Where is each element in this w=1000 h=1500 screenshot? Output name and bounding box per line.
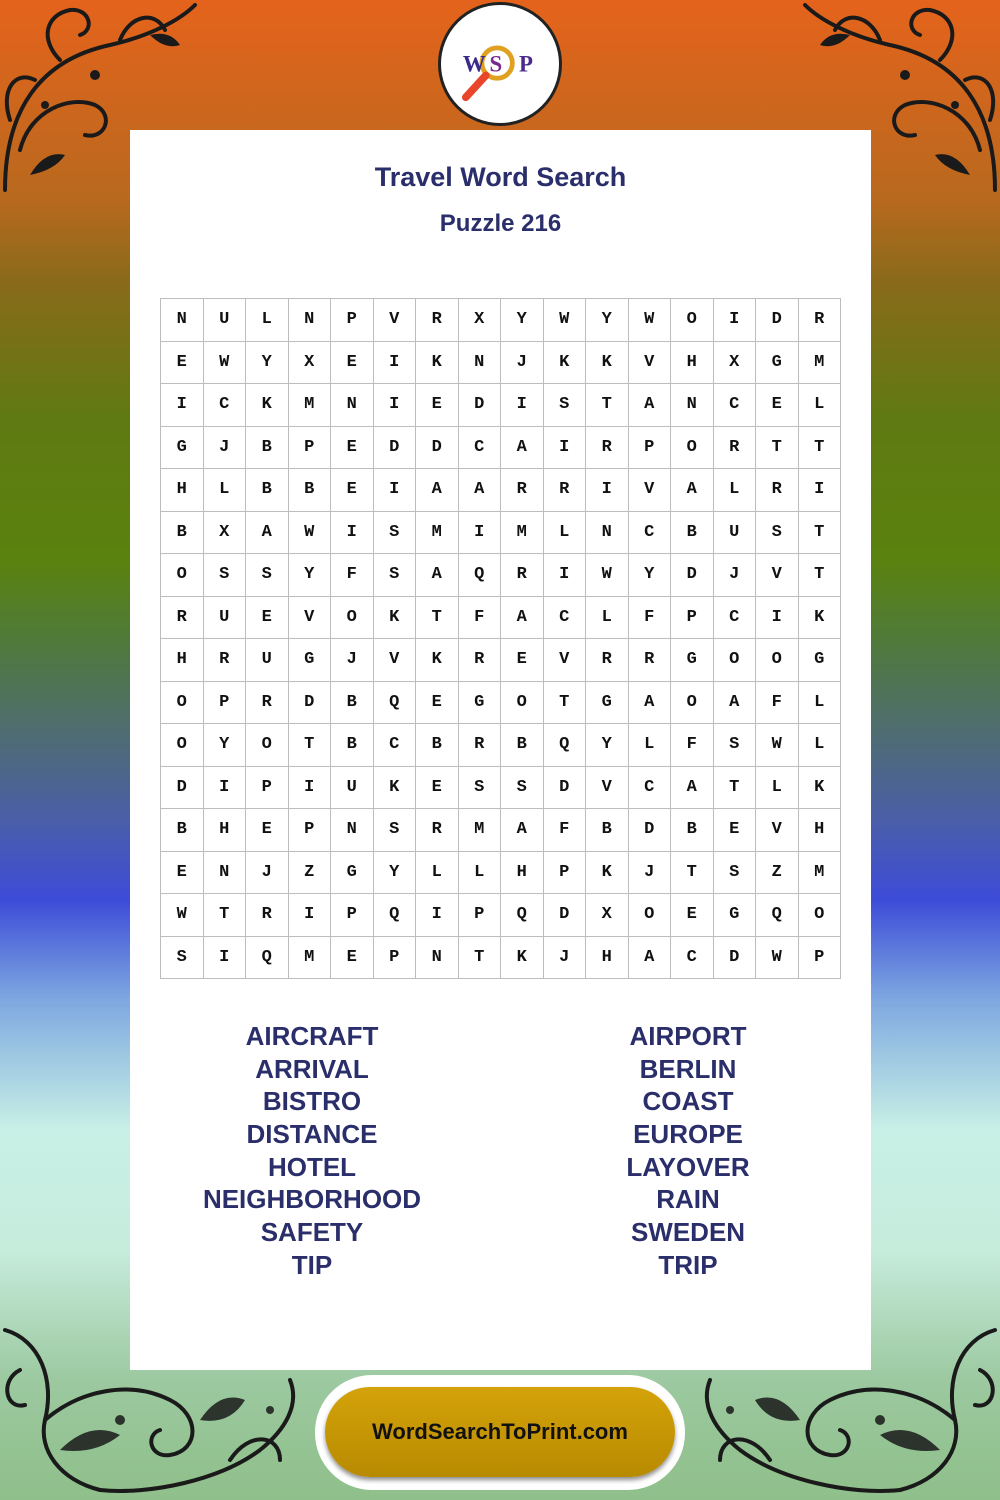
grid-cell[interactable]: E (246, 809, 289, 852)
logo-letter-p: P (519, 51, 533, 77)
grid-cell[interactable]: N (459, 342, 502, 385)
grid-cell[interactable]: D (756, 299, 799, 342)
grid-cell[interactable]: I (799, 469, 842, 512)
grid-cell[interactable]: V (756, 809, 799, 852)
grid-cell[interactable]: T (586, 384, 629, 427)
grid-cell[interactable]: G (459, 682, 502, 725)
grid-cell[interactable]: L (756, 767, 799, 810)
grid-cell[interactable]: U (714, 512, 757, 555)
word-list-item: EUROPE (633, 1119, 743, 1150)
grid-cell[interactable]: W (544, 299, 587, 342)
grid-cell[interactable]: F (544, 809, 587, 852)
grid-cell[interactable]: Z (756, 852, 799, 895)
grid-cell[interactable]: R (629, 639, 672, 682)
grid-cell[interactable]: P (629, 427, 672, 470)
grid-cell[interactable]: I (586, 469, 629, 512)
grid-cell[interactable]: S (246, 554, 289, 597)
grid-cell[interactable]: A (671, 767, 714, 810)
grid-cell[interactable]: W (756, 937, 799, 980)
grid-cell[interactable]: I (161, 384, 204, 427)
grid-cell[interactable]: E (331, 342, 374, 385)
grid-cell[interactable]: A (714, 682, 757, 725)
puzzle-number: Puzzle 216 (439, 210, 562, 237)
grid-cell[interactable]: U (331, 767, 374, 810)
letter-grid (160, 298, 841, 979)
grid-cell[interactable]: J (544, 937, 587, 980)
grid-cell[interactable]: J (714, 554, 757, 597)
grid-cell[interactable]: T (799, 554, 842, 597)
grid-cell[interactable]: R (756, 469, 799, 512)
grid-cell[interactable]: I (374, 469, 417, 512)
grid-cell[interactable]: O (799, 894, 842, 937)
grid-cell[interactable]: L (799, 682, 842, 725)
grid-cell[interactable]: H (204, 809, 247, 852)
grid-cell[interactable]: N (204, 852, 247, 895)
grid-cell[interactable]: X (204, 512, 247, 555)
grid-cell[interactable]: R (161, 597, 204, 640)
grid-cell[interactable]: H (161, 469, 204, 512)
word-list-left (162, 1020, 462, 1282)
grid-cell[interactable]: I (204, 937, 247, 980)
grid-cell[interactable]: L (799, 724, 842, 767)
grid-cell[interactable]: A (416, 469, 459, 512)
grid-cell[interactable]: E (416, 384, 459, 427)
grid-cell[interactable]: C (714, 384, 757, 427)
grid-cell[interactable]: P (289, 427, 332, 470)
grid-cell[interactable]: V (374, 299, 417, 342)
grid-cell[interactable]: Y (204, 724, 247, 767)
grid-cell[interactable]: W (629, 299, 672, 342)
grid-cell[interactable]: C (544, 597, 587, 640)
grid-cell[interactable]: R (799, 299, 842, 342)
grid-cell[interactable]: I (459, 512, 502, 555)
grid-cell[interactable]: R (204, 639, 247, 682)
grid-cell[interactable]: C (459, 427, 502, 470)
grid-cell[interactable]: B (331, 724, 374, 767)
grid-cell[interactable]: T (204, 894, 247, 937)
grid-cell[interactable]: J (331, 639, 374, 682)
grid-cell[interactable]: V (289, 597, 332, 640)
grid-cell[interactable]: A (629, 682, 672, 725)
grid-cell[interactable]: F (331, 554, 374, 597)
grid-cell[interactable]: T (459, 937, 502, 980)
grid-cell[interactable]: Y (374, 852, 417, 895)
grid-cell[interactable]: K (586, 852, 629, 895)
word-list-item: AIRPORT (629, 1021, 747, 1051)
grid-cell[interactable]: R (246, 682, 289, 725)
grid-cell[interactable]: P (289, 809, 332, 852)
grid-cell[interactable]: P (799, 937, 842, 980)
grid-cell[interactable]: B (246, 427, 289, 470)
grid-cell[interactable]: R (544, 469, 587, 512)
grid-cell[interactable]: N (416, 937, 459, 980)
grid-cell[interactable]: Z (289, 852, 332, 895)
grid-cell[interactable]: Q (756, 894, 799, 937)
grid-cell[interactable]: B (161, 512, 204, 555)
grid-cell[interactable]: R (246, 894, 289, 937)
grid-cell[interactable]: E (161, 852, 204, 895)
grid-cell[interactable]: R (459, 724, 502, 767)
grid-cell[interactable]: T (289, 724, 332, 767)
grid-cell[interactable]: L (799, 384, 842, 427)
grid-cell[interactable]: P (331, 894, 374, 937)
grid-cell[interactable]: H (671, 342, 714, 385)
grid-cell[interactable]: Q (246, 937, 289, 980)
grid-cell[interactable]: J (501, 342, 544, 385)
grid-cell[interactable]: A (671, 469, 714, 512)
word-list-item: RAIN (656, 1184, 720, 1215)
grid-cell[interactable]: Q (501, 894, 544, 937)
grid-cell[interactable]: D (544, 894, 587, 937)
grid-cell[interactable]: F (459, 597, 502, 640)
grid-cell[interactable]: O (756, 639, 799, 682)
grid-cell[interactable]: E (756, 384, 799, 427)
grid-cell[interactable]: V (756, 554, 799, 597)
grid-cell[interactable]: N (331, 809, 374, 852)
word-list-item: AIRCRAFT (245, 1021, 379, 1051)
grid-cell[interactable]: W (756, 724, 799, 767)
grid-cell[interactable]: M (459, 809, 502, 852)
grid-cell[interactable]: D (416, 427, 459, 470)
grid-cell[interactable]: M (799, 342, 842, 385)
wsp-logo (438, 2, 562, 126)
logo-letter-w: W (462, 51, 486, 77)
grid-cell[interactable]: B (289, 469, 332, 512)
grid-cell[interactable]: S (459, 767, 502, 810)
grid-cell[interactable]: R (501, 469, 544, 512)
grid-cell[interactable]: K (799, 767, 842, 810)
grid-cell[interactable]: I (374, 342, 417, 385)
website-link-button[interactable]: WordSearchToPrint.com (325, 1387, 675, 1477)
grid-cell[interactable]: G (586, 682, 629, 725)
grid-cell[interactable]: G (331, 852, 374, 895)
grid-cell[interactable]: A (416, 554, 459, 597)
grid-cell[interactable]: C (714, 597, 757, 640)
grid-cell[interactable]: S (756, 512, 799, 555)
grid-cell[interactable]: Y (501, 299, 544, 342)
grid-cell[interactable]: P (204, 682, 247, 725)
grid-cell[interactable]: F (756, 682, 799, 725)
grid-cell[interactable]: G (671, 639, 714, 682)
grid-cell[interactable]: M (289, 384, 332, 427)
grid-cell[interactable]: T (756, 427, 799, 470)
grid-cell[interactable]: L (204, 469, 247, 512)
grid-cell[interactable]: C (629, 767, 672, 810)
grid-cell[interactable]: G (799, 639, 842, 682)
grid-cell[interactable]: E (331, 937, 374, 980)
grid-cell[interactable]: L (714, 469, 757, 512)
grid-cell[interactable]: K (374, 767, 417, 810)
grid-cell[interactable]: T (544, 682, 587, 725)
grid-cell[interactable]: L (586, 597, 629, 640)
grid-cell[interactable]: R (586, 427, 629, 470)
grid-cell[interactable]: A (501, 809, 544, 852)
grid-cell[interactable]: K (246, 384, 289, 427)
grid-cell[interactable]: V (629, 469, 672, 512)
grid-cell[interactable]: I (331, 512, 374, 555)
grid-cell[interactable]: W (161, 894, 204, 937)
grid-cell[interactable]: U (204, 597, 247, 640)
grid-cell[interactable]: O (714, 639, 757, 682)
grid-cell[interactable]: R (586, 639, 629, 682)
grid-cell[interactable]: X (289, 342, 332, 385)
grid-cell[interactable]: D (374, 427, 417, 470)
grid-cell[interactable]: O (501, 682, 544, 725)
grid-cell[interactable]: B (586, 809, 629, 852)
grid-cell[interactable]: O (629, 894, 672, 937)
grid-cell[interactable]: T (799, 427, 842, 470)
grid-cell[interactable]: E (331, 427, 374, 470)
grid-cell[interactable]: B (416, 724, 459, 767)
grid-cell[interactable]: W (289, 512, 332, 555)
grid-cell[interactable]: A (501, 597, 544, 640)
grid-cell[interactable]: O (671, 299, 714, 342)
grid-cell[interactable]: D (629, 809, 672, 852)
word-list-item: SAFETY (260, 1217, 364, 1248)
grid-cell[interactable]: S (714, 852, 757, 895)
grid-cell[interactable]: S (544, 384, 587, 427)
grid-cell[interactable]: Y (289, 554, 332, 597)
grid-cell[interactable]: I (289, 767, 332, 810)
grid-cell[interactable]: C (671, 937, 714, 980)
grid-cell[interactable]: W (586, 554, 629, 597)
grid-cell[interactable]: C (374, 724, 417, 767)
grid-cell[interactable]: H (586, 937, 629, 980)
word-list-item: TIP (291, 1249, 333, 1280)
grid-cell[interactable]: O (671, 427, 714, 470)
grid-cell[interactable]: K (374, 597, 417, 640)
grid-cell[interactable]: T (416, 597, 459, 640)
grid-cell[interactable]: U (204, 299, 247, 342)
grid-cell[interactable]: O (331, 597, 374, 640)
grid-cell[interactable]: I (544, 554, 587, 597)
grid-cell[interactable]: J (204, 427, 247, 470)
word-list-item: BERLIN (639, 1053, 737, 1084)
grid-cell[interactable]: V (374, 639, 417, 682)
grid-cell[interactable]: A (629, 937, 672, 980)
grid-cell[interactable]: I (374, 384, 417, 427)
grid-cell[interactable]: W (204, 342, 247, 385)
grid-cell[interactable]: R (714, 427, 757, 470)
grid-cell[interactable]: C (629, 512, 672, 555)
page-title: Travel Word Search (374, 162, 627, 192)
grid-cell[interactable]: A (459, 469, 502, 512)
grid-cell[interactable]: Y (246, 342, 289, 385)
grid-cell[interactable]: E (416, 682, 459, 725)
grid-cell[interactable]: P (459, 894, 502, 937)
grid-cell[interactable]: P (374, 937, 417, 980)
grid-cell[interactable]: I (204, 767, 247, 810)
word-list-item: ARRIVAL (255, 1053, 369, 1084)
grid-cell[interactable]: I (544, 427, 587, 470)
word-list-item: HOTEL (267, 1151, 357, 1182)
word-list-item: LAYOVER (626, 1151, 750, 1182)
grid-cell[interactable]: R (501, 554, 544, 597)
grid-cell[interactable]: E (161, 342, 204, 385)
grid-cell[interactable]: G (161, 427, 204, 470)
grid-cell[interactable]: U (246, 639, 289, 682)
grid-cell[interactable]: Q (459, 554, 502, 597)
grid-cell[interactable]: K (416, 342, 459, 385)
grid-cell[interactable]: I (416, 894, 459, 937)
grid-cell[interactable]: P (246, 767, 289, 810)
grid-cell[interactable]: J (629, 852, 672, 895)
word-list-item: TRIP (658, 1249, 718, 1280)
grid-cell[interactable]: V (629, 342, 672, 385)
grid-cell[interactable]: A (246, 512, 289, 555)
grid-cell[interactable]: O (671, 682, 714, 725)
grid-cell[interactable]: F (671, 724, 714, 767)
grid-cell[interactable]: E (416, 767, 459, 810)
word-list-item: COAST (642, 1086, 734, 1117)
grid-cell[interactable]: M (289, 937, 332, 980)
grid-cell[interactable]: N (161, 299, 204, 342)
grid-cell[interactable]: M (501, 512, 544, 555)
grid-cell[interactable]: O (161, 554, 204, 597)
grid-cell[interactable]: T (714, 767, 757, 810)
grid-cell[interactable]: V (544, 639, 587, 682)
grid-cell[interactable]: G (756, 342, 799, 385)
grid-cell[interactable]: S (374, 512, 417, 555)
grid-cell[interactable]: X (714, 342, 757, 385)
grid-cell[interactable]: H (161, 639, 204, 682)
grid-cell[interactable]: O (161, 724, 204, 767)
grid-cell[interactable]: K (544, 342, 587, 385)
grid-cell[interactable]: N (289, 299, 332, 342)
grid-cell[interactable]: Y (586, 724, 629, 767)
grid-cell[interactable]: X (459, 299, 502, 342)
grid-cell[interactable]: L (459, 852, 502, 895)
grid-cell[interactable]: L (246, 299, 289, 342)
grid-cell[interactable]: D (714, 937, 757, 980)
grid-cell[interactable]: I (289, 894, 332, 937)
word-list-item: SWEDEN (630, 1217, 746, 1248)
grid-cell[interactable]: I (756, 597, 799, 640)
grid-cell[interactable]: I (714, 299, 757, 342)
grid-cell[interactable]: D (161, 767, 204, 810)
grid-cell[interactable]: S (714, 724, 757, 767)
grid-cell[interactable]: B (501, 724, 544, 767)
grid-cell[interactable]: H (501, 852, 544, 895)
grid-cell[interactable]: I (501, 384, 544, 427)
grid-cell[interactable]: R (459, 639, 502, 682)
grid-cell[interactable]: M (416, 512, 459, 555)
grid-cell[interactable]: L (544, 512, 587, 555)
grid-cell[interactable]: E (331, 469, 374, 512)
grid-cell[interactable]: N (671, 384, 714, 427)
grid-cell[interactable]: S (204, 554, 247, 597)
grid-cell[interactable]: S (374, 809, 417, 852)
grid-cell[interactable]: R (416, 809, 459, 852)
grid-cell[interactable]: Y (586, 299, 629, 342)
grid-cell[interactable]: E (246, 597, 289, 640)
grid-cell[interactable]: T (799, 512, 842, 555)
grid-cell[interactable]: G (289, 639, 332, 682)
grid-cell[interactable]: G (714, 894, 757, 937)
word-list-item: NEIGHBORHOOD (202, 1184, 422, 1215)
grid-cell[interactable]: V (586, 767, 629, 810)
grid-cell[interactable]: P (331, 299, 374, 342)
grid-cell[interactable]: E (671, 894, 714, 937)
word-list-item: BISTRO (262, 1086, 362, 1117)
grid-cell[interactable]: J (246, 852, 289, 895)
grid-cell[interactable]: P (671, 597, 714, 640)
grid-cell[interactable]: S (374, 554, 417, 597)
grid-cell[interactable]: L (629, 724, 672, 767)
grid-cell[interactable]: E (714, 809, 757, 852)
grid-cell[interactable]: N (331, 384, 374, 427)
grid-cell[interactable]: T (671, 852, 714, 895)
grid-cell[interactable]: K (416, 639, 459, 682)
grid-cell[interactable]: C (204, 384, 247, 427)
grid-cell[interactable]: O (246, 724, 289, 767)
grid-cell[interactable]: L (416, 852, 459, 895)
grid-cell[interactable]: N (586, 512, 629, 555)
grid-cell[interactable]: B (671, 809, 714, 852)
grid-cell[interactable]: S (501, 767, 544, 810)
grid-cell[interactable]: A (629, 384, 672, 427)
word-list-item: DISTANCE (246, 1119, 378, 1150)
grid-cell[interactable]: E (501, 639, 544, 682)
grid-cell[interactable]: R (416, 299, 459, 342)
grid-cell[interactable]: K (501, 937, 544, 980)
grid-cell[interactable]: B (671, 512, 714, 555)
logo-letter-s: S (489, 51, 503, 77)
grid-cell[interactable]: B (161, 809, 204, 852)
grid-cell[interactable]: O (161, 682, 204, 725)
grid-cell[interactable]: Q (374, 894, 417, 937)
grid-cell[interactable]: K (799, 597, 842, 640)
grid-cell[interactable]: D (671, 554, 714, 597)
grid-cell[interactable]: D (459, 384, 502, 427)
grid-cell[interactable]: H (799, 809, 842, 852)
grid-cell[interactable]: Q (544, 724, 587, 767)
grid-cell[interactable]: S (161, 937, 204, 980)
grid-cell[interactable]: M (799, 852, 842, 895)
grid-cell[interactable]: B (331, 682, 374, 725)
grid-cell[interactable]: K (586, 342, 629, 385)
grid-cell[interactable]: Q (374, 682, 417, 725)
grid-cell[interactable]: B (246, 469, 289, 512)
word-list-right (538, 1020, 838, 1282)
grid-cell[interactable]: A (501, 427, 544, 470)
grid-cell[interactable]: D (289, 682, 332, 725)
grid-cell[interactable]: Y (629, 554, 672, 597)
grid-cell[interactable]: X (586, 894, 629, 937)
grid-cell[interactable]: D (544, 767, 587, 810)
grid-cell[interactable]: P (544, 852, 587, 895)
grid-cell[interactable]: F (629, 597, 672, 640)
